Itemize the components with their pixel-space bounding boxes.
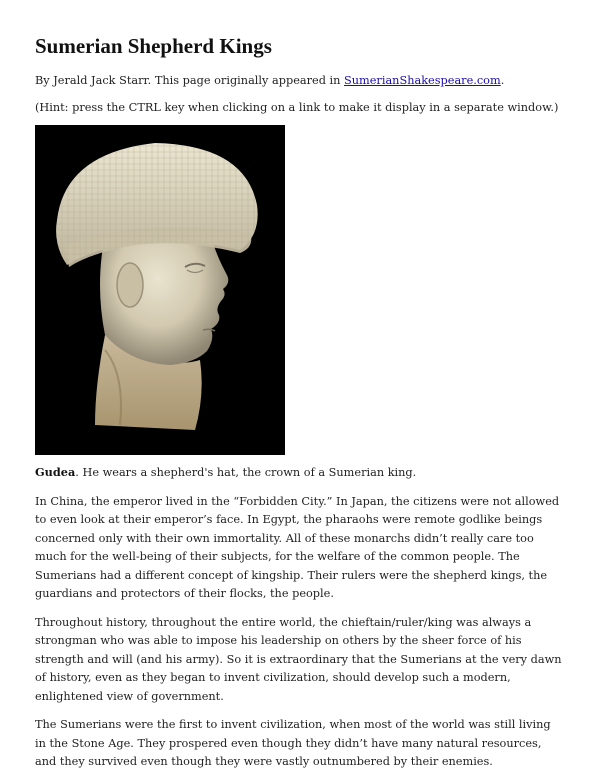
- source-site-link[interactable]: SumerianShakespeare.com: [344, 74, 501, 88]
- byline: [35, 72, 565, 91]
- paragraph-3: The Sumerians were the first to invent civilization, when most of the world was still living in the Stone Age. They prospered even though they didn’t have many natural resources, and they survived even though they were vastly outnumbered by their enemies.: [35, 718, 551, 769]
- document-page: [35, 34, 565, 782]
- hint-text: (Hint: press the CTRL key when clicking on a link to make it display in a separate window.): [35, 100, 559, 114]
- image-caption: [35, 463, 565, 483]
- gudea-statue-photo: [35, 125, 285, 455]
- page-title: Sumerian Shepherd Kings: [35, 34, 272, 58]
- byline-suffix: .: [500, 74, 505, 88]
- paragraph-1: In China, the emperor lived in the “Forbidden City.” In Japan, the citizens were not allowed to even look at their emperor’s face. In Egypt, the pharaohs were remote godlike beings concerned only with their own immortality. All of these monarchs didn’t really care too much for the well-being of their subjects, for the welfare of the common people. The Sumerians had a different concept of kingship. Their rulers were the shepherd kings, the guardians and protectors of their flocks, the people.: [35, 494, 560, 601]
- caption-text: . He wears a shepherd's hat, the crown of a Sumerian king.: [75, 466, 417, 480]
- byline-prefix: By Jerald Jack Starr. This page originally appeared in: [35, 74, 345, 88]
- paragraph-2: Throughout history, throughout the entire world, the chieftain/ruler/king was always a strongman who was able to impose his leadership on others by the sheer force of his strength and will (and his army). So it is extraordinary that the Sumerians at the very dawn of history, even as they began to invent civilization, should develop such a modern, enlightened view of government.: [35, 615, 562, 703]
- caption-name: Gudea: [35, 465, 76, 480]
- gudea-statue-head-icon: [35, 125, 285, 455]
